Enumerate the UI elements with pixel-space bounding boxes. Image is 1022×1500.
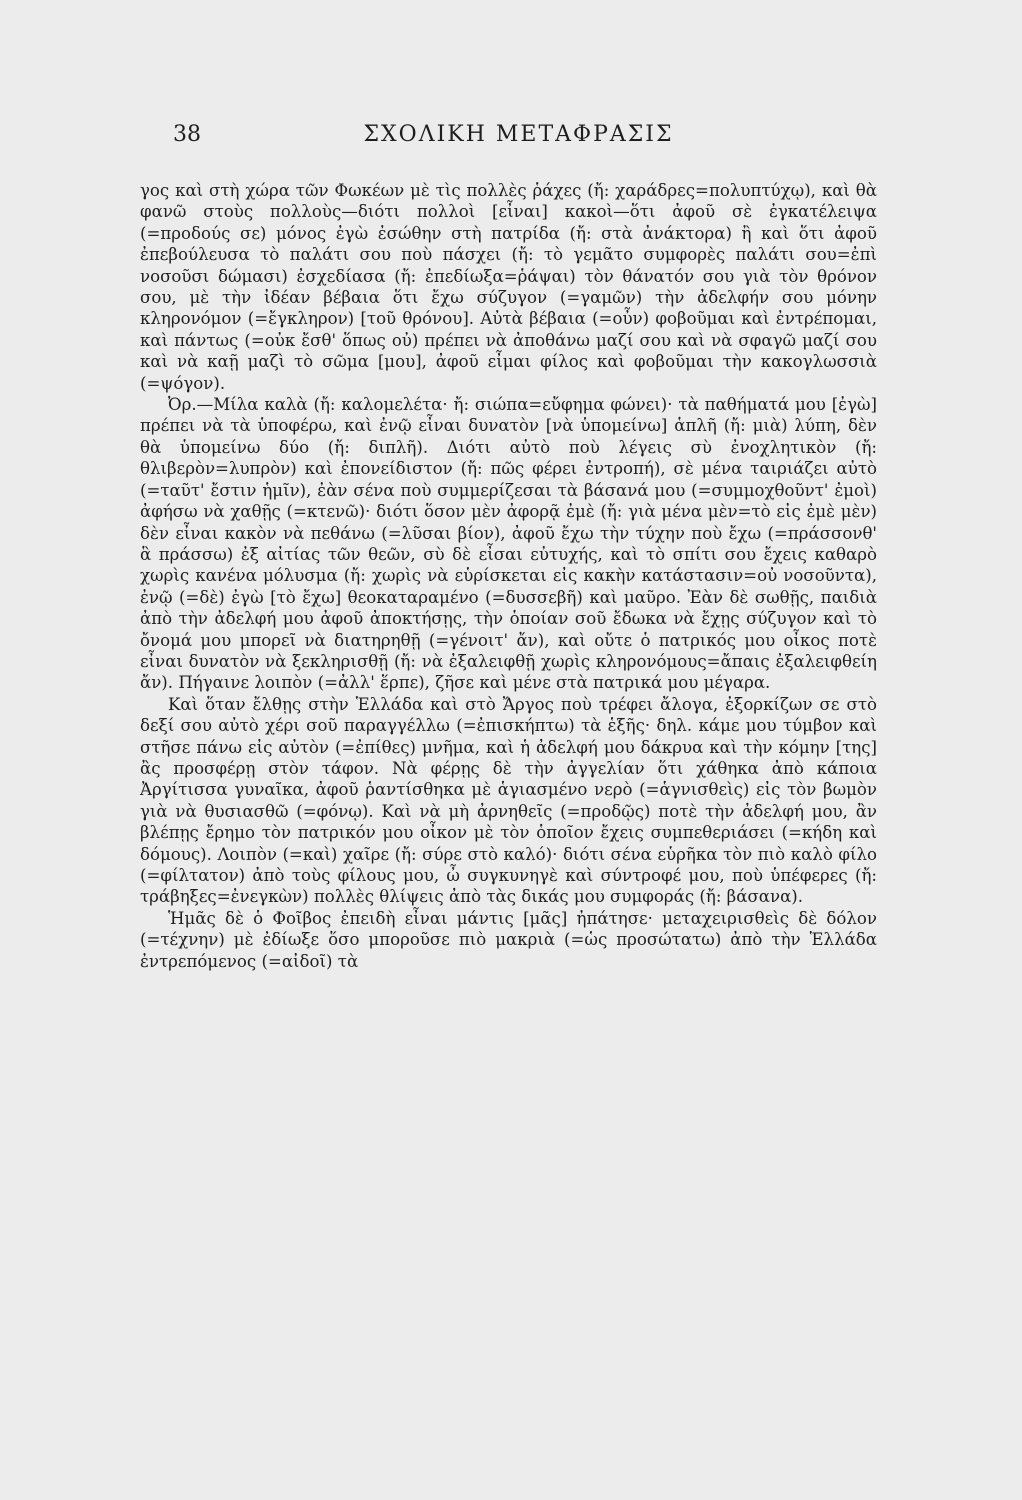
page-header	[165, 122, 872, 156]
running-title: ΣΧΟΛΙΚΗ ΜΕΤΑΦΡΑΣΙΣ	[363, 122, 674, 147]
paragraph: Ἡμᾶς δὲ ὁ Φοῖβος ἐπειδὴ εἶναι μάντις [μᾶς] ἠπάτησε· μεταχειρισθεὶς δὲ δόλον (=τέχνην) μὲ ἐδίωξε ὅσο μποροῦσε πιὸ μακριὰ (=ὡς προσώτατω) ἀπὸ τὴν Ἑλλάδα ἐντρεπόμενος (=αἰδοῖ) τὰ	[140, 908, 877, 971]
page-number: 38	[173, 122, 201, 147]
paragraph: Ὀρ.—Μίλα καλὰ (ἤ: καλομελέτα· ἤ: σιώπα=εὔφημα φώνει)· τὰ παθήματά μου [ἐγὼ] πρέπει νὰ τὰ ὑποφέρω, καὶ ἐνῷ εἶναι δυνατὸν [νὰ ὑπομείνω] ἁπλῆ (ἤ: μιὰ) λύπη, δὲν θὰ ὑπομείνω δύο (ἤ: διπλῆ). Διότι αὐτὸ ποὺ λέγεις σὺ ἐνοχλητικὸν (ἤ: θλιβερὸν=λυπρὸν) καὶ ἐπονείδιστον (ἤ: πῶς φέρει ἐντροπή), σὲ μένα ταιριάζει αὐτὸ (=ταῦτ' ἔστιν ἡμῖν), ἐὰν σένα ποὺ συμμερίζεσαι τὰ βάσανά μου (=συμμοχθοῦντ' ἐμοὶ) ἀφήσω νὰ χαθῇς (=κτενῶ)· διότι ὅσον μὲν ἀφορᾷ ἐμὲ (ἤ: γιὰ μένα μὲν=τὸ εἰς ἐμὲ μὲν) δὲν εἶναι κακὸν νὰ πεθάνω (=λῦσαι βίον), ἀφοῦ ἔχω τὴν τύχην ποὺ ἔχω (=πράσσονθ' ἃ πράσσω) ἐξ αἰτίας τῶν θεῶν, σὺ δὲ εἶσαι εὐτυχής, καὶ τὸ σπίτι σου ἔχεις καθαρὸ χωρὶς κανένα μόλυσμα (ἤ: χωρὶς νὰ εὑρίσκεται εἰς κακὴν κατάστασιν=οὐ νοσοῦντα), ἐνῷ (=δὲ) ἐγὼ [τὸ ἔχω] θεοκαταραμένο (=δυσσεβῆ) καὶ μαῦρο. Ἐὰν δὲ σωθῇς, παιδιὰ ἀπὸ τὴν ἀδελφή μου ἀφοῦ ἀποκτήσῃς, τὴν ὁποίαν σοῦ ἔδωκα νὰ ἔχῃς σύζυγον καὶ τὸ ὄνομά μου μπορεῖ νὰ διατηρηθῇ (=γένοιτ' ἄν), καὶ οὔτε ὁ πατρικός μου οἶκος ποτὲ εἶναι δυνατὸν νὰ ξεκληρισθῇ (ἤ: νὰ ἐξαλειφθῇ χωρὶς κληρονόμους=ἄπαις ἐξαλειφθείη ἄν). Πήγαινε λοιπὸν (=ἀλλ' ἕρπε), ζῆσε καὶ μένε στὰ πατρικά μου μέγαρα.	[140, 395, 877, 693]
paragraph: γος καὶ στὴ χώρα τῶν Φωκέων μὲ τὶς πολλὲς ῥάχες (ἤ: χαράδρες=πολυπτύχῳ), καὶ θὰ φανῶ στοὺς πολλοὺς—διότι πολλοὶ [εἶναι] κακοὶ—ὅτι ἀφοῦ σὲ ἐγκατέλειψα (=προδούς σε) μόνος ἐγὼ ἐσώθην στὴ πατρίδα (ἤ: στὰ ἀνάκτορα) ἢ καὶ ὅτι ἀφοῦ ἐπεβούλευσα τὸ παλάτι σου ποὺ πάσχει (ἤ: τὸ γεμᾶτο συμφορὲς παλάτι σου=ἐπὶ νοσοῦσι δώμασι) ἐσχεδίασα (ἤ: ἐπεδίωξα=ῥάψαι) τὸν θάνατόν σου γιὰ τὸν θρόνον σου, μὲ τὴν ἰδέαν βέβαια ὅτι ἔχω σύζυγον (=γαμῶν) τὴν ἀδελφήν σου μόνην κληρονόμον (=ἔγκληρον) [τοῦ θρόνου]. Αὐτὰ βέβαια (=οὖν) φοβοῦμαι καὶ ἐντρέπομαι, καὶ πάντως (=οὐκ ἔσθ' ὅπως οὐ) πρέπει νὰ ἀποθάνω μαζί σου καὶ νὰ σφαγῶ μαζί σου καὶ νὰ καῇ μαζὶ τὸ σῶμα [μου], ἀφοῦ εἶμαι φίλος καὶ φοβοῦμαι τὴν κακογλωσσιὰ (=ψόγον).	[140, 181, 877, 393]
paragraph: Καὶ ὅταν ἔλθῃς στὴν Ἑλλάδα καὶ στὸ Ἄργος ποὺ τρέφει ἄλογα, ἐξορκίζων σε στὸ δεξί σου αὐτὸ χέρι σοῦ παραγγέλλω (=ἐπισκήπτω) τὰ ἑξῆς· δηλ. κάμε μου τύμβον καὶ στῆσε πάνω εἰς αὐτὸν (=ἐπίθες) μνῆμα, καὶ ἡ ἀδελφή μου δάκρυα καὶ τὴν κόμην [της] ἂς προσφέρῃ στὸν τάφον. Νὰ φέρῃς δὲ τὴν ἀγγελίαν ὅτι χάθηκα ἀπὸ κάποια Ἀργίτισσα γυναῖκα, ἀφοῦ ῥαντίσθηκα μὲ ἁγιασμένο νερὸ (=ἁγνισθεὶς) εἰς τὸν βωμὸν γιὰ νὰ θυσιασθῶ (=φόνῳ). Καὶ νὰ μὴ ἀρνηθεῖς (=προδῷς) ποτὲ τὴν ἀδελφή μου, ἂν βλέπῃς ἔρημο τὸν πατρικόν μου οἶκον μὲ τὸν ὁποῖον ἔχεις συμπεθεριάσει (=κήδη καὶ δόμους). Λοιπὸν (=καὶ) χαῖρε (ἤ: σύρε στὸ καλό)· διότι σένα εὑρῆκα τὸν πιὸ καλὸ φίλο (=φίλτατον) ἀπὸ τοὺς φίλους μου, ὦ συγκυνηγὲ καὶ σύντροφέ μου, ποὺ ὑπέφερες (ἤ: τράβηξες=ἐνεγκὼν) πολλὲς θλίψεις ἀπὸ τὰς δικάς μου συμφοράς (ἤ: βάσανα).	[140, 694, 877, 907]
body-text	[140, 180, 877, 972]
